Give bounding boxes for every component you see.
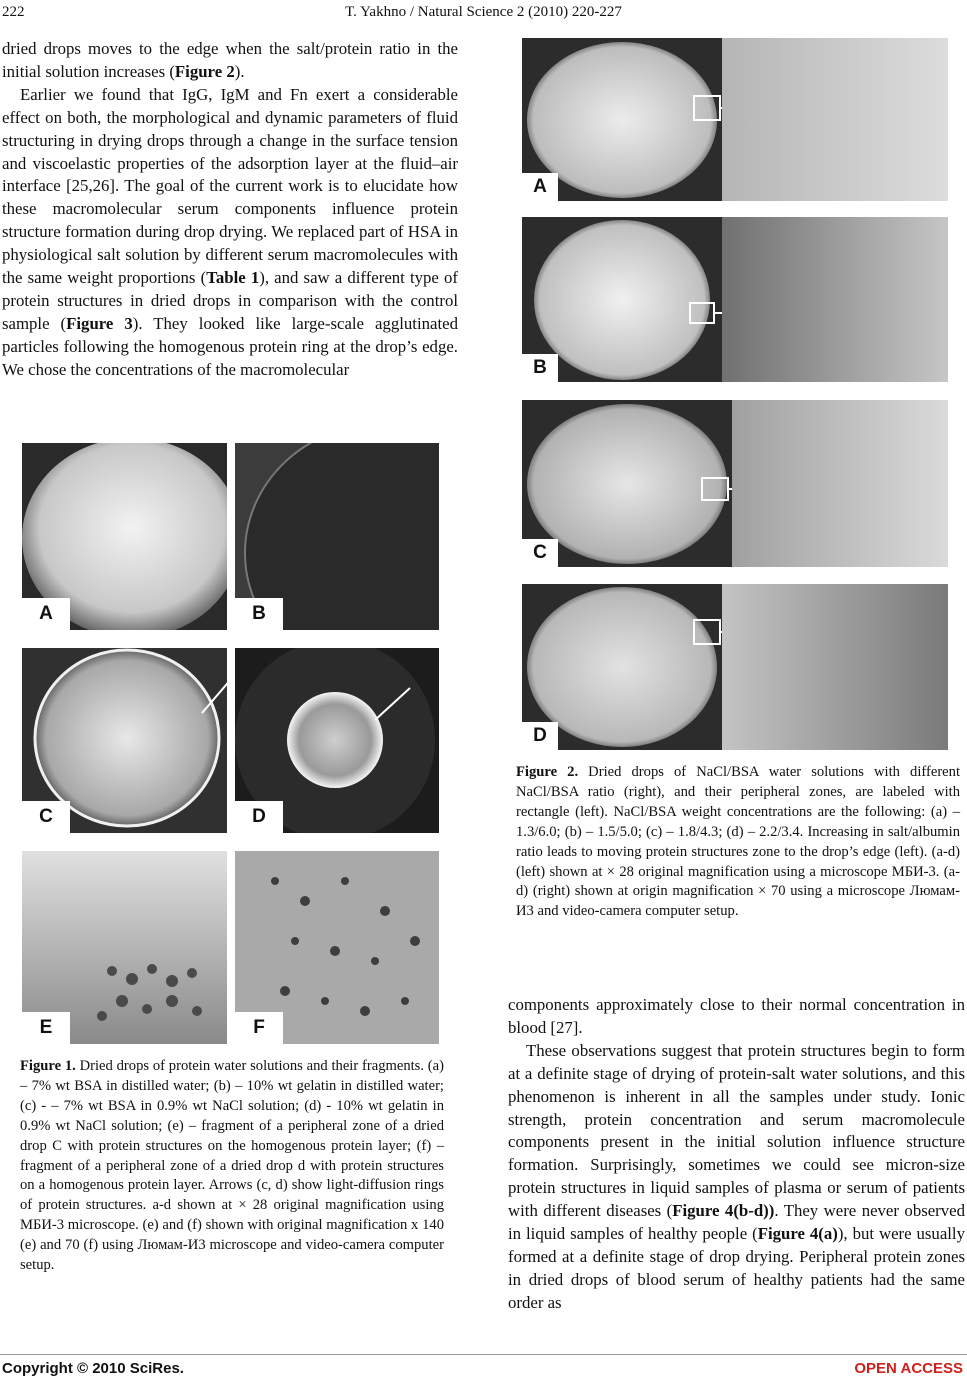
- open-access-badge: OPEN ACCESS: [854, 1360, 963, 1377]
- page-number: 222: [2, 4, 25, 20]
- figure-ref: Figure 4(a): [757, 1224, 838, 1244]
- figure1-panel-b: [235, 443, 439, 630]
- panel-label: E: [22, 1012, 70, 1044]
- caption-text: Dried drops of protein water solutions and their fragments. (a) – 7% wt BSA in distilled water; (b) – 10% wt gelatin in distilled water; (c) - – 7% wt BSA in 0.9% wt NaCl solution; (d) - 10% wt gelatin in 0.9% wt NaCl solution; (e) – fragment of a peripheral zone of a dried drop C with protein structures on the homogenous protein layer; (f) – fragment of a peripheral zone of a dried drop d with protein structures on a homogenous protein layer. Arrows (c, d) show light-diffusion rings of protein structures. a-d shown at × 28 original magnification using МБИ-3 microscope. (e) and (f) shown with original magnification x 140 (e) and 70 (f) using Люмам-И3 microscope and video-camera computer setup.: [20, 1058, 444, 1274]
- panel-label: B: [235, 598, 283, 630]
- caption-label: Figure 1.: [20, 1058, 76, 1074]
- panel-label: A: [522, 173, 558, 201]
- paragraph: These observations suggest that protein structures begin to form at a definite stage of drying of protein-salt water solutions, and this phenomenon is inherent in all the samples under study. Ionic strength, protein concentration and serum macromolecule components present in the initial solution influence structure formation. Surprisingly, sometimes we could see micron-size protein structures in liquid samples of plasma or serum of patients with different diseases (Figure 4(b-d)). They were never observed in liquid samples of healthy people (Figure 4(a)), but were usually formed at a definite stage of drop drying. Peripheral protein zones in dried drops of blood serum of healthy patients had the same order as: [508, 1040, 965, 1312]
- table-ref: Table 1: [206, 268, 260, 288]
- figure-ref: Figure 3: [66, 313, 133, 333]
- paragraph: Earlier we found that IgG, IgM and Fn exert a considerable effect on both, the morphological and dynamic parameters of fluid structuring in drying drops through a change in the surface tension and viscoelastic properties of the adsorption layer at the fluid–air interface [25,26]. The goal of the current work is to elucidate how these macromolecular serum components influence protein structure formation during drop drying. We replaced part of HSA in physiological salt solution by different serum macromolecules with the same weight proportions (Table 1), and saw a different type of protein structures in dried drops in comparison with the control sample (Figure 3). They looked like large-scale agglutinated particles following the homogenous protein ring at the drop’s edge. We chose the concentrations of the macromolecular: [2, 84, 458, 379]
- figure1-panel-d: [235, 648, 439, 833]
- panel-label: D: [235, 801, 283, 833]
- left-column-text: [2, 38, 458, 382]
- panel-label: A: [22, 598, 70, 630]
- page-footer: [0, 1358, 967, 1382]
- figure1-panel-f: [235, 851, 439, 1044]
- paragraph: dried drops moves to the edge when the salt/protein ratio in the initial solution increases (Figure 2).: [2, 39, 458, 81]
- figure1-caption: [20, 1057, 444, 1276]
- copyright-notice: Copyright © 2010 SciRes.: [2, 1360, 184, 1377]
- panel-label: C: [22, 801, 70, 833]
- caption-text: Dried drops of NaCl/BSA water solutions with different NaCl/BSA ratio (right), and their peripheral zones, are labeled with rectangle (left). NaCl/BSA weight concentrations are the following: (a) – 1.3/6.0; (b) – 1.5/5.0; (c) – 1.8/4.3; (d) – 2.2/3.4. Increasing in salt/albumin ratio leads to moving protein structures zone to the drop’s edge (left). (a-d) (left) shown at × 28 original magnification using a microscope МБИ-3. (a-d) (right) shown at origin magnification × 70 using a microscope Люмам-И3 and video-camera computer setup.: [516, 764, 961, 920]
- figure2-panel-d: [522, 584, 948, 750]
- panel-label: B: [522, 354, 558, 382]
- micrograph-pair-image: [522, 400, 948, 567]
- micrograph-pair-image: [522, 217, 948, 382]
- page-header: [0, 0, 967, 26]
- micrograph-pair-image: [522, 584, 948, 750]
- figure2-caption: [516, 763, 960, 922]
- paragraph: components approximately close to their normal concentration in blood [27].: [508, 995, 965, 1037]
- figure-ref: Figure 2: [174, 61, 235, 81]
- figure-ref: Figure 4(b-d)): [672, 1201, 775, 1221]
- figure1-panel-e: [22, 851, 227, 1044]
- panel-label: C: [522, 539, 558, 567]
- figure2-panel-b: [522, 217, 948, 382]
- figure1-panel-c: [22, 648, 227, 833]
- footer-rule: [0, 1354, 967, 1355]
- right-column-text: [508, 994, 965, 1315]
- figure2-panel-c: [522, 400, 948, 567]
- panel-label: D: [522, 722, 558, 750]
- caption-label: Figure 2.: [516, 764, 579, 780]
- figure2-panel-a: [522, 38, 948, 201]
- panel-label: F: [235, 1012, 283, 1044]
- figure1-panel-a: [22, 443, 227, 630]
- running-title: T. Yakhno / Natural Science 2 (2010) 220-227: [345, 4, 622, 20]
- micrograph-pair-image: [522, 38, 948, 201]
